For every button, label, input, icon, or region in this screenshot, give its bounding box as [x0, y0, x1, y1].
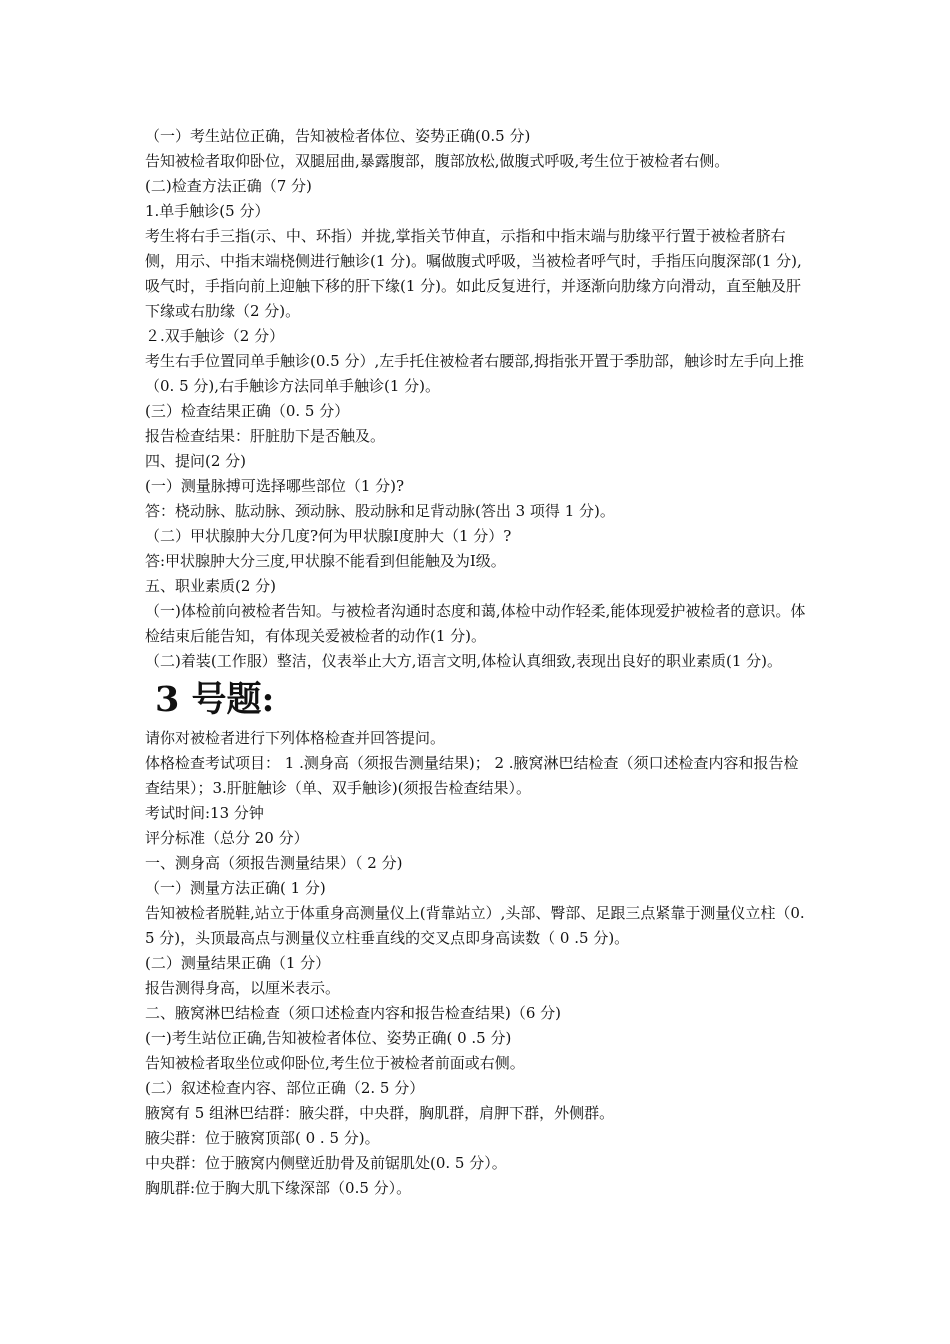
question: (一）测量脉搏可选择哪些部位（1 分)? — [145, 477, 405, 495]
text-line: 胸肌群:位于胸大肌下缘深部（0.5 分）。 — [145, 1179, 412, 1197]
paragraph: 考生将右手三指(示、中、环指）并拢,掌指关节伸直，示指和中指末端与肋缘平行置于被检者脐右侧，用示、中指末端桡侧进行触诊(1 分)。嘱做腹式呼吸，当被检者呼气时，手指压向腹深部(1 分),吸气时，手指向前上迎触下移的肝下缘(1 分)。如此反复进行，并逐渐向肋缘方向滑动，直至触及肝下缘或右肋缘（2 分)。 — [145, 227, 802, 320]
answer: 答:甲状腺肿大分三度,甲状腺不能看到但能触及为Ⅰ级。 — [145, 552, 506, 570]
question-number-heading: 3 号题: — [155, 679, 275, 720]
text-line: 报告测得身高，以厘米表示。 — [145, 979, 341, 997]
text-line: 告知被检者取仰卧位，双腿屈曲,暴露腹部，腹部放松,做腹式呼吸,考生位于被检者右侧。 — [145, 152, 730, 170]
subsection-heading: (二）叙述检查内容、部位正确（2. 5 分） — [145, 1079, 425, 1097]
text-line: 告知被检者取坐位或仰卧位,考生位于被检者前面或右侧。 — [145, 1054, 525, 1072]
paragraph: （二)着装(工作服）整洁，仪表举止大方,语言文明,体检认真细致,表现出良好的职业素质(1 分)。 — [145, 652, 783, 670]
paragraph: 体格检查考试项目： 1 .测身高（须报告测量结果)； 2 .腋窝淋巴结检查（须口述检查内容和报告检查结果）；3.肝脏触诊（单、双手触诊)(须报告检查结果）。 — [145, 754, 799, 797]
document-page — [145, 124, 810, 1201]
section-heading: 二、腋窝淋巴结检查（须口述检查内容和报告检查结果)（6 分) — [145, 1004, 562, 1022]
subsection-heading: (一)考生站位正确,告知被检者体位、姿势正确( 0 .5 分) — [145, 1029, 512, 1047]
section-heading: 五、职业素质(2 分) — [145, 577, 277, 595]
subsection-heading: (二）测量结果正确（1 分） — [145, 954, 331, 972]
paragraph: （一)体检前向被检者告知。与被检者沟通时态度和蔼,体检中动作轻柔,能体现爱护被检者的意识。体检结束后能告知，有体现关爱被检者的动作(1 分)。 — [145, 602, 806, 645]
text-line: 腋窝有 5 组淋巴结群：腋尖群，中央群，胸肌群，肩胛下群，外侧群。 — [145, 1104, 615, 1122]
question: （二）甲状腺肿大分几度?何为甲状腺Ⅰ度肿大（1 分）? — [145, 527, 512, 545]
subsection-heading: ２.双手触诊（2 分） — [145, 327, 285, 345]
section-heading: 四、提问(2 分) — [145, 452, 247, 470]
section-heading: (三）检查结果正确（0. 5 分） — [145, 402, 350, 420]
text-line: 请你对被检者进行下列体格检查并回答提问。 — [145, 729, 446, 747]
section-heading: 一、测身高（须报告测量结果）（ 2 分) — [145, 854, 403, 872]
paragraph: 考生右手位置同单手触诊(0.5 分）,左手托住被检者右腰部,拇指张开置于季肋部，触诊时左手向上推（0. 5 分),右手触诊方法同单手触诊(1 分)。 — [145, 352, 805, 395]
text-line: 中央群：位于腋窝内侧壁近肋骨及前锯肌处(0. 5 分）。 — [145, 1154, 507, 1172]
answer: 答：桡动脉、肱动脉、颈动脉、股动脉和足背动脉(答出 3 项得 1 分)。 — [145, 502, 615, 520]
text-line: 腋尖群：位于腋窝顶部( 0 . 5 分)。 — [145, 1129, 380, 1147]
subsection-heading: 1.单手触诊(5 分） — [145, 202, 270, 220]
text-line: 考试时间:13 分钟 — [145, 804, 264, 822]
paragraph: 告知被检者脱鞋,站立于体重身高测量仪上(背靠站立）,头部、臀部、足跟三点紧靠于测量仪立柱（0. 5 分)，头顶最高点与测量仪立柱垂直线的交叉点即身高读数（ 0 .5 分)。 — [145, 904, 805, 947]
text-line: 报告检查结果：肝脏肋下是否触及。 — [145, 427, 386, 445]
subsection-heading: （一）测量方法正确( 1 分) — [145, 879, 326, 897]
section-heading: (二)检查方法正确（7 分) — [145, 177, 312, 195]
text-line: （一）考生站位正确，告知被检者体位、姿势正确(0.5 分) — [145, 127, 531, 145]
text-line: 评分标准（总分 20 分） — [145, 829, 309, 847]
